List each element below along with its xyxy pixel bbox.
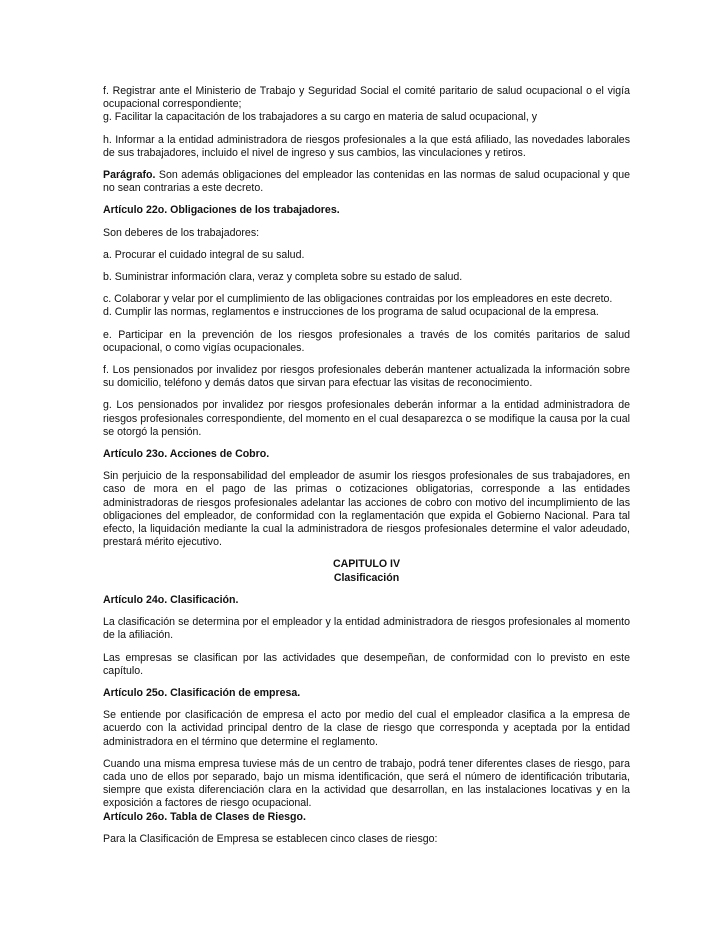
- article-24-text-1: La clasificación se determina por el empleador y la entidad administradora de riesgos profesionales al momento de la afiliación.: [103, 616, 630, 642]
- article-22-intro: Son deberes de los trabajadores:: [103, 226, 260, 239]
- paragraph-f-registrar: f. Registrar ante el Ministerio de Trabajo y Seguridad Social el comité paritario de salud ocupacional o el vigía ocupacional correspondiente;: [103, 85, 630, 111]
- paragraph-g-facilitar: g. Facilitar la capacitación de los trabajadores a su cargo en materia de salud ocupacional, y: [103, 111, 538, 124]
- article-25-text-1: Se entiende por clasificación de empresa el acto por medio del cual el empleador clasifica a la empresa de acuerdo con la actividad principal dentro de la clase de riesgo que corresponda y aceptada por la entidad administradora en el término que determine el reglamento.: [103, 709, 630, 748]
- paragraph-h-informar: h. Informar a la entidad administradora de riesgos profesionales a la que está afiliado, las novedades laborales de sus trabajadores, incluido el nivel de ingreso y sus cambios, las vinculaciones y retiros.: [103, 133, 630, 159]
- document-page: [103, 85, 630, 855]
- article-23-text: Sin perjuicio de la responsabilidad del empleador de asumir los riesgos profesionales de sus trabajadores, en caso de mora en el pago de las primas o cotizaciones obligatorias, corresponde a las entidades administradoras de riesgos profesionales adelantar las acciones de cobro con motivo del incumplimiento de las obligaciones del empleador, de conformidad con la reglamentación que expida el Gobierno Nacional. Para tal efecto, la liquidación mediante la cual la administradora de riesgos profesionales determine el valor adeudado, prestará mérito ejecutivo.: [103, 470, 630, 549]
- paragrafo-label: Parágrafo.: [103, 169, 156, 182]
- chapter-name: Clasificación: [333, 571, 400, 584]
- worker-duty-f: f. Los pensionados por invalidez por riesgos profesionales deberán mantener actualizada la información sobre su domicilio, teléfono y demás datos que sirvan para efectuar las visitas de reconocimiento.: [103, 364, 630, 390]
- article-24-text-2: Las empresas se clasifican por las actividades que desempeñan, de conformidad con lo previsto en este capítulo.: [103, 651, 630, 677]
- article-25-title: Artículo 25o. Clasificación de empresa.: [103, 686, 301, 699]
- article-24-title: Artículo 24o. Clasificación.: [103, 593, 239, 606]
- article-26-title: Artículo 26o. Tabla de Clases de Riesgo.: [103, 810, 306, 823]
- worker-duty-e: e. Participar en la prevención de los riesgos profesionales a través de los comités paritarios de salud ocupacional, o como vigías ocupacionales.: [103, 328, 630, 354]
- worker-duty-d: d. Cumplir las normas, reglamentos e instrucciones de los programa de salud ocupacional de la empresa.: [103, 306, 599, 319]
- paragrafo-text: Son además obligaciones del empleador las contenidas en las normas de salud ocupacional y que no sean contrarias a este decreto.: [103, 169, 630, 195]
- chapter-heading: [103, 558, 630, 584]
- worker-duty-b: b. Suministrar información clara, veraz y completa sobre su estado de salud.: [103, 271, 463, 284]
- article-26-text: Para la Clasificación de Empresa se establecen cinco clases de riesgo:: [103, 832, 438, 845]
- worker-duty-g: g. Los pensionados por invalidez por riesgos profesionales deberán informar a la entidad administradora de riesgos profesionales correspondiente, del momento en el cual desaparezca o se modifique la causa por la cual se otorgó la pensión.: [103, 399, 630, 438]
- chapter-number: CAPITULO IV: [332, 558, 401, 571]
- article-22-title: Artículo 22o. Obligaciones de los trabajadores.: [103, 204, 340, 217]
- worker-duty-a: a. Procurar el cuidado integral de su salud.: [103, 248, 305, 261]
- worker-duty-c: c. Colaborar y velar por el cumplimiento de las obligaciones contraidas por los empleadores en este decreto.: [103, 293, 613, 306]
- article-25-text-2: Cuando una misma empresa tuviese más de un centro de trabajo, podrá tener diferentes clases de riesgo, para cada uno de ellos por separado, bajo un misma identificación, que será el número de identificación tributaria, siempre que exista diferenciación clara en la actividad que desarrollan, en las instalaciones locativas y en la exposición a factores de riesgo ocupacional.: [103, 757, 630, 810]
- article-23-title: Artículo 23o. Acciones de Cobro.: [103, 448, 270, 461]
- paragraph-paragrafo: [103, 169, 630, 195]
